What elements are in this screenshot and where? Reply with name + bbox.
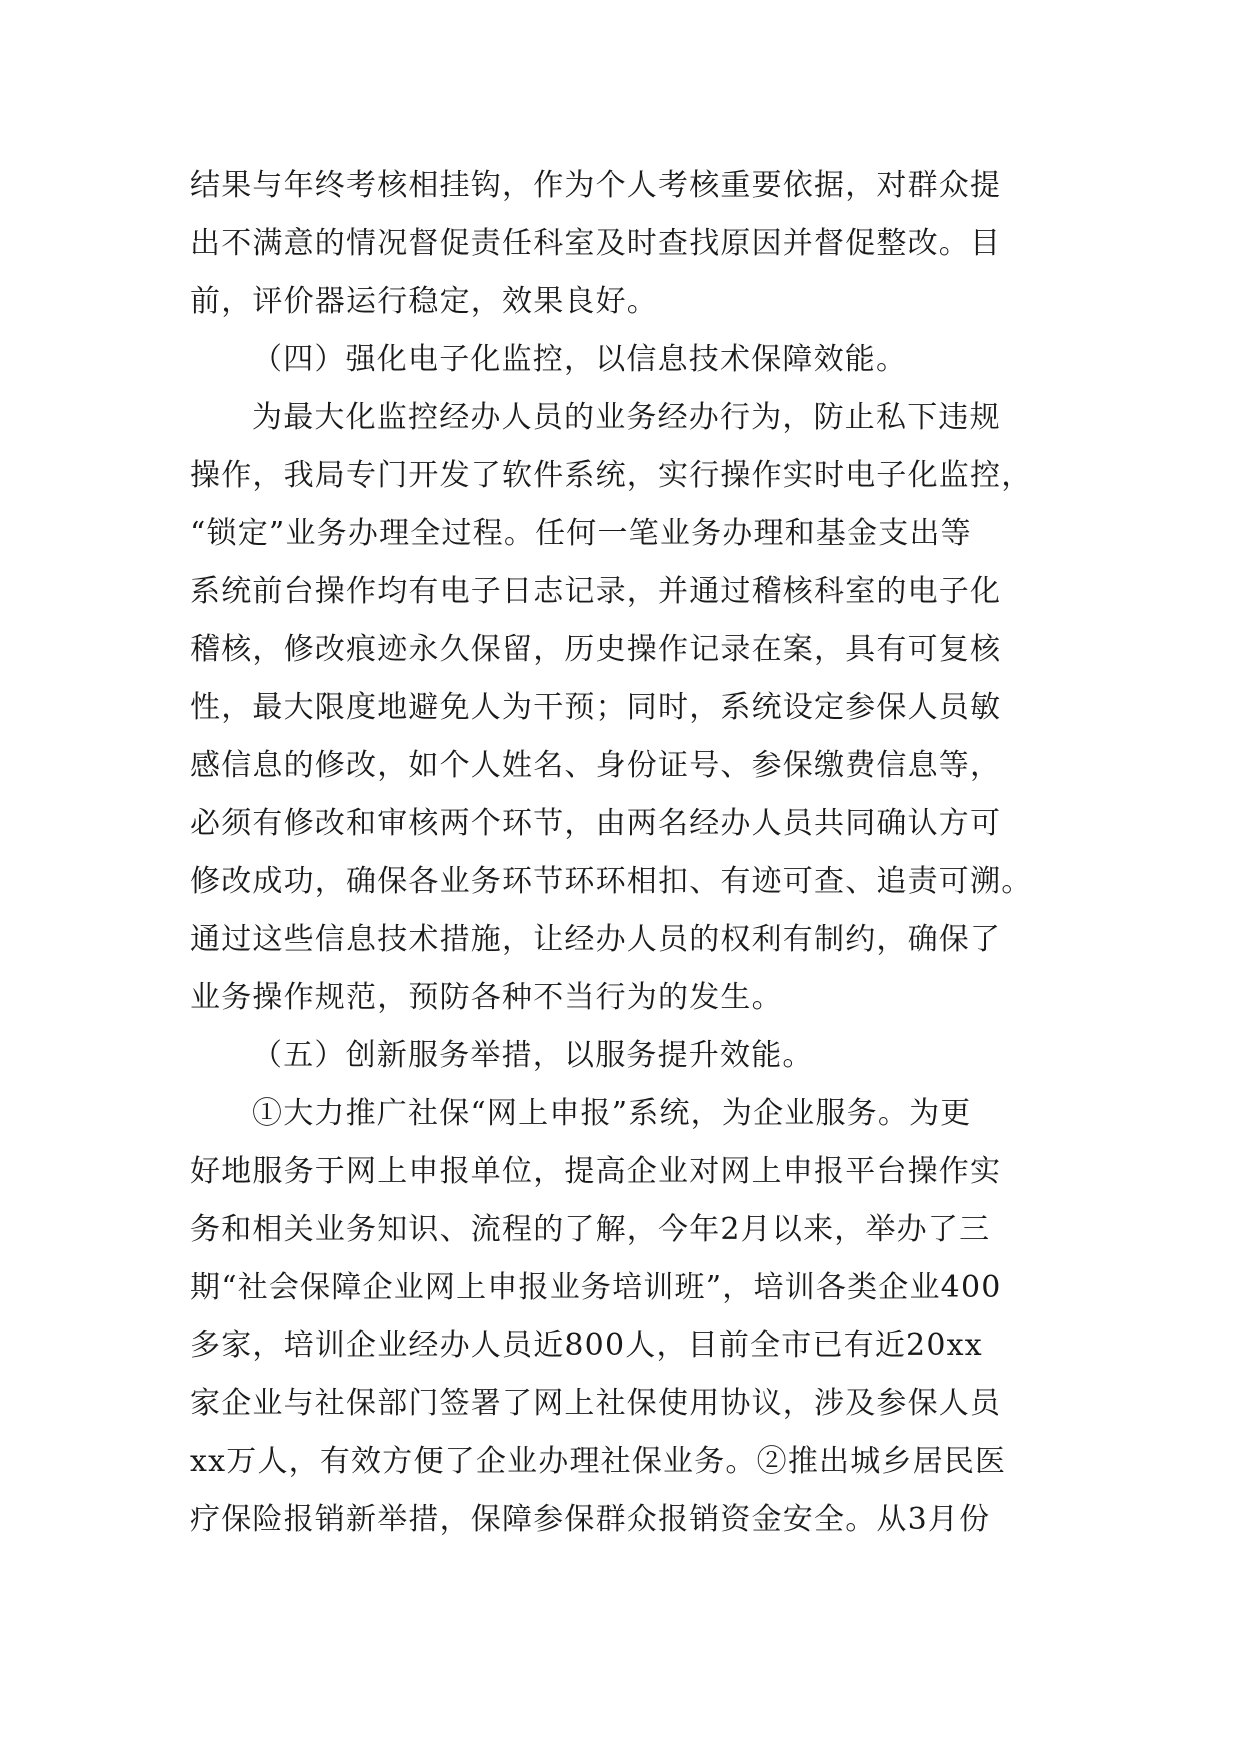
text-line: xx万人，有效方便了企业办理社保业务。②推出城乡居民医 (190, 1444, 1007, 1479)
text-line: 疗保险报销新举措，保障参保群众报销资金安全。从3月份 (190, 1502, 991, 1537)
text-line: 修改成功，确保各业务环节环环相扣、有迹可查、追责可溯。 (190, 864, 1033, 899)
text-line: 前，评价器运行稳定，效果良好。 (190, 284, 658, 319)
text-line: “锁定”业务办理全过程。任何一笔业务办理和基金支出等 (190, 516, 972, 551)
text-line: ①大力推广社保“网上申报”系统，为企业服务。为更 (252, 1096, 972, 1131)
text-line: 性，最大限度地避免人为干预；同时，系统设定参保人员敏 (190, 690, 1002, 725)
section-heading: （五）创新服务举措，以服务提升效能。 (252, 1038, 814, 1073)
text-line: 务和相关业务知识、流程的了解，今年2月以来，举办了三 (190, 1212, 991, 1247)
text-line: 结果与年终考核相挂钩，作为个人考核重要依据，对群众提 (190, 168, 1002, 203)
section-heading: （四）强化电子化监控，以信息技术保障效能。 (252, 342, 908, 377)
text-line: 业务操作规范，预防各种不当行为的发生。 (190, 980, 783, 1015)
text-line: 出不满意的情况督促责任科室及时查找原因并督促整改。目 (190, 226, 1002, 261)
text-line: 家企业与社保部门签署了网上社保使用协议，涉及参保人员 (190, 1386, 1002, 1421)
text-line: 操作，我局专门开发了软件系统，实行操作实时电子化监控， (190, 458, 1033, 493)
text-line: 期“社会保障企业网上申报业务培训班”，培训各类企业400 (190, 1270, 1002, 1305)
text-line: 通过这些信息技术措施，让经办人员的权利有制约，确保了 (190, 922, 1002, 957)
text-line: 系统前台操作均有电子日志记录，并通过稽核科室的电子化 (190, 574, 1002, 609)
text-line: 稽核，修改痕迹永久保留，历史操作记录在案，具有可复核 (190, 632, 1002, 667)
text-line: 感信息的修改，如个人姓名、身份证号、参保缴费信息等， (190, 748, 1002, 783)
text-line: 多家，培训企业经办人员近800人，目前全市已有近20xx (190, 1328, 983, 1363)
text-line: 为最大化监控经办人员的业务经办行为，防止私下违规 (252, 400, 1001, 435)
text-line: 必须有修改和审核两个环节，由两名经办人员共同确认方可 (190, 806, 1002, 841)
text-line: 好地服务于网上申报单位，提高企业对网上申报平台操作实 (190, 1154, 1002, 1189)
